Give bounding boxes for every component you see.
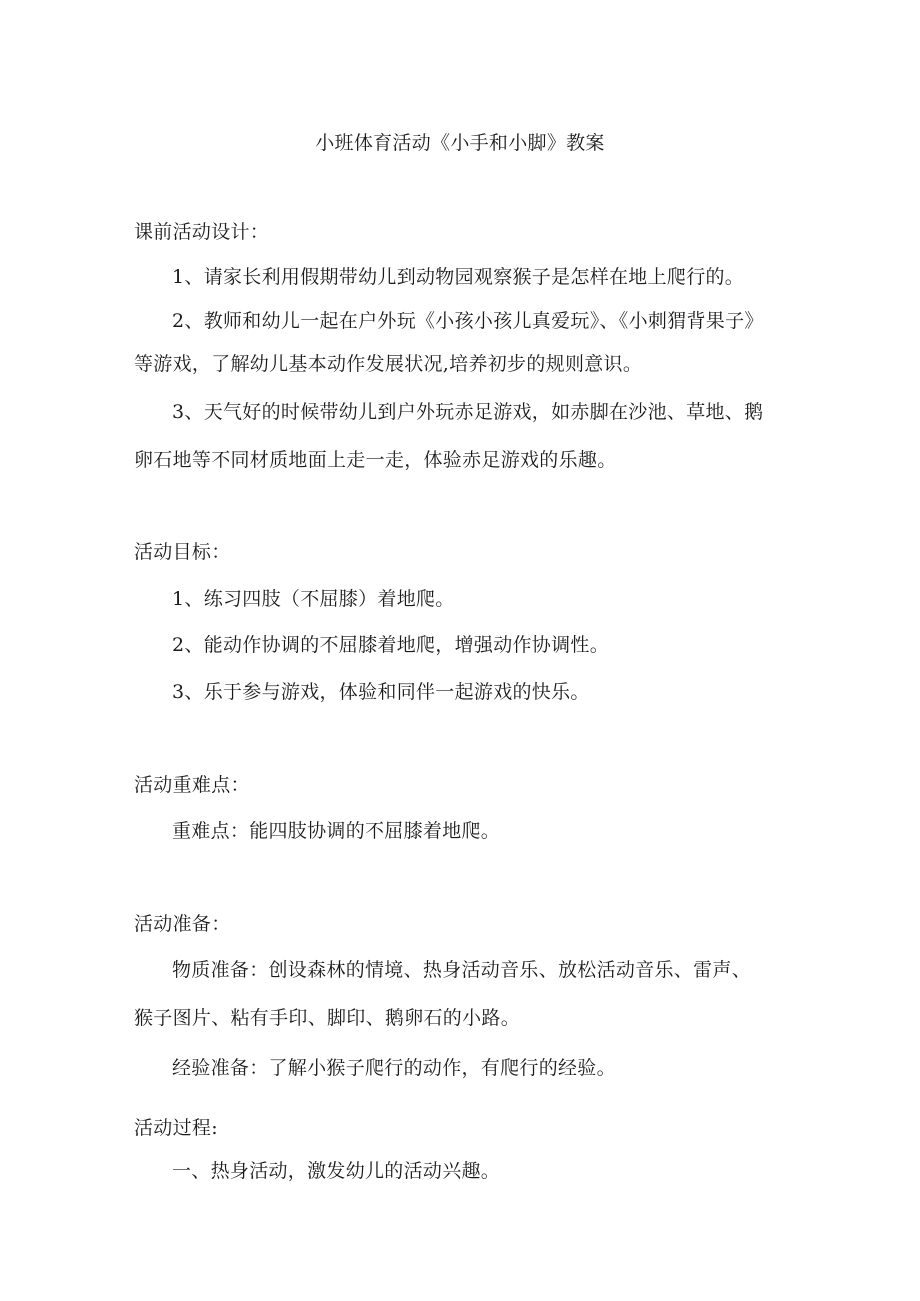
paragraph-line: 2、教师和幼儿一起在户外玩《小孩小孩儿真爱玩》、《小刺猬背果子》 [172, 310, 764, 332]
paragraph-line: 3、乐于参与游戏，体验和同伴一起游戏的快乐。 [172, 681, 590, 703]
paragraph-line: 等游戏，了解幼儿基本动作发展状况,培养初步的规则意识。 [134, 353, 643, 375]
paragraph-line: 卵石地等不同材质地面上走一走，体验赤足游戏的乐趣。 [134, 449, 617, 471]
section-heading-activity-goals: 活动目标： [134, 541, 231, 563]
paragraph-line: 1、请家长利用假期带幼儿到动物园观察猴子是怎样在地上爬行的。 [172, 266, 745, 288]
section-heading-activity-process: 活动过程: [134, 1117, 218, 1139]
paragraph-line: 3、天气好的时候带幼儿到户外玩赤足游戏，如赤脚在沙池、草地、鹅 [172, 401, 764, 423]
document-title: 小班体育活动《小手和小脚》教案 [315, 132, 605, 154]
paragraph-line: 2、能动作协调的不屈膝着地爬，增强动作协调性。 [172, 634, 609, 656]
paragraph-line: 物质准备：创设森林的情境、热身活动音乐、放松活动音乐、雷声、 [172, 959, 752, 981]
paragraph-line: 猴子图片、粘有手印、脚印、鹅卵石的小路。 [134, 1007, 521, 1029]
section-heading-key-difficulties: 活动重难点： [134, 774, 250, 796]
paragraph-line: 重难点：能四肢协调的不屈膝着地爬。 [172, 820, 501, 842]
section-heading-preparation: 活动准备： [134, 913, 231, 935]
paragraph-line: 一、热身活动，激发幼儿的活动兴趣。 [172, 1160, 501, 1182]
section-heading-pre-activity-design: 课前活动设计： [134, 221, 270, 243]
paragraph-line: 1、练习四肢（不屈膝）着地爬。 [172, 588, 455, 610]
paragraph-line: 经验准备：了解小猴子爬行的动作，有爬行的经验。 [172, 1057, 616, 1079]
